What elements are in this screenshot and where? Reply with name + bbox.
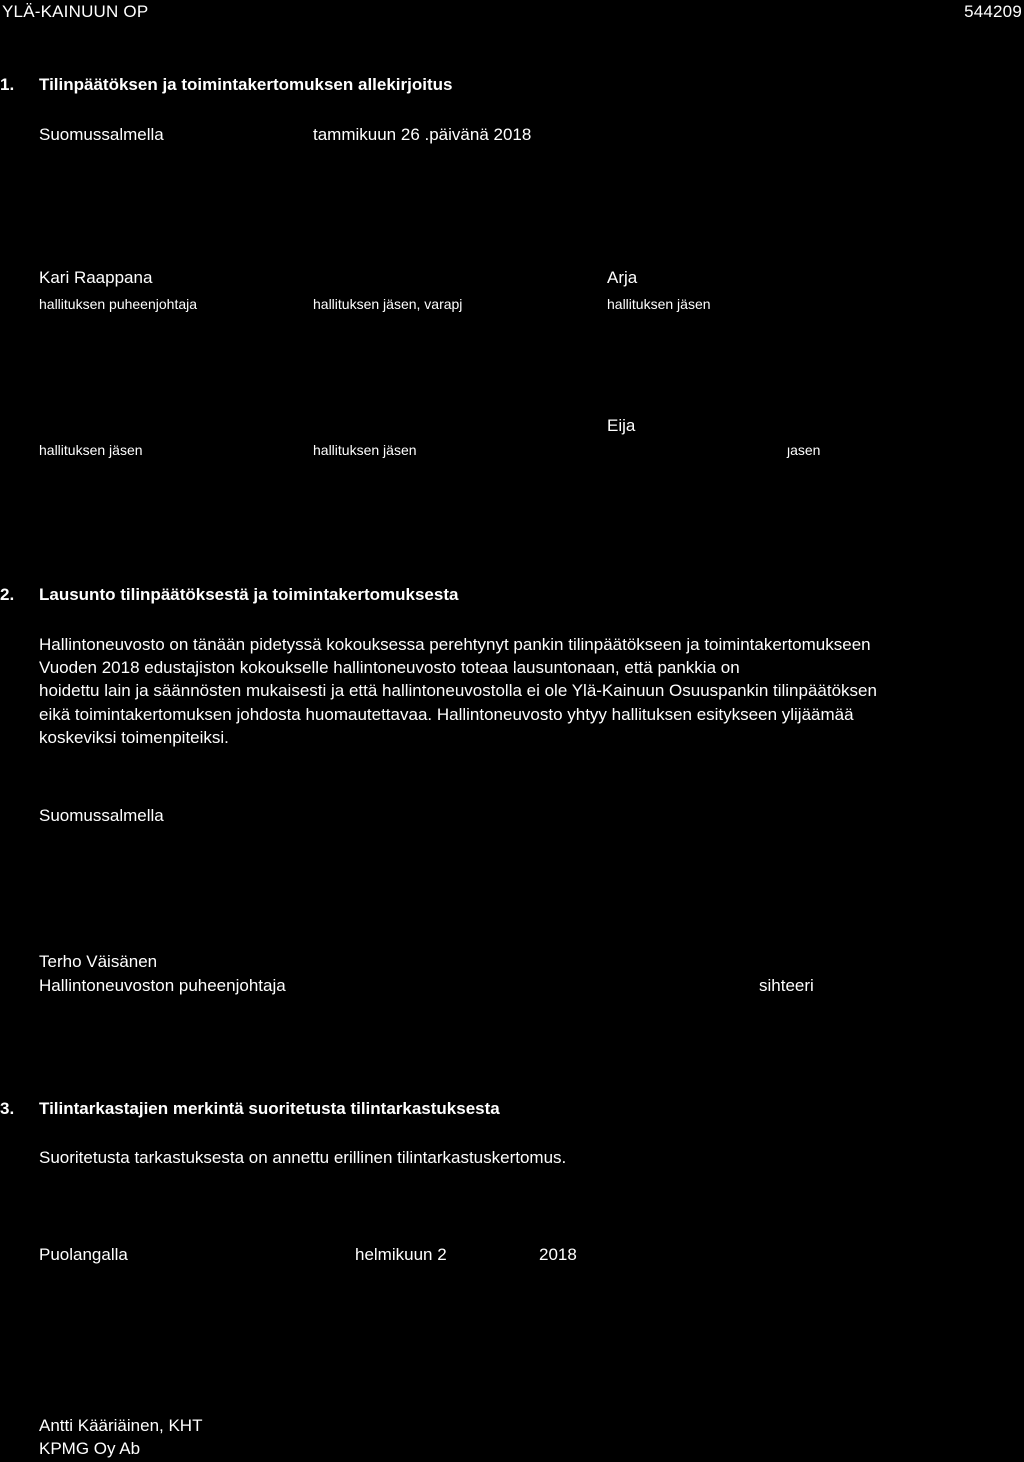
council-chair-role: Hallintoneuvoston puheenjohtaja: [39, 976, 286, 995]
section1-date: tammikuun 26 .päivänä 2018: [313, 125, 532, 144]
council-chair-name: Terho Väisänen: [39, 952, 158, 971]
paragraph-line: eikä toimintakertomuksen johdosta huomautettavaa. Hallintoneuvosto yhtyy hallituksen esitykseen ylijäämää: [39, 704, 854, 724]
signatory-name: Eija: [607, 416, 636, 435]
section3-year: 2018: [539, 1245, 577, 1264]
signatory-role: ȷasen: [787, 442, 821, 458]
section2-number: 2.: [0, 585, 15, 604]
section3-number: 3.: [0, 1099, 15, 1118]
signatory-name: Kari Raappana: [39, 268, 153, 287]
auditor-name: Antti Kääriäinen, KHT: [39, 1416, 203, 1435]
section1-place: Suomussalmella: [39, 125, 164, 144]
signatory-role: hallituksen jäsen: [607, 296, 711, 312]
statement-paragraph: [39, 633, 999, 749]
organization-header: YLÄ-KAINUUN OP: [2, 2, 149, 21]
signatory-name: Arja: [607, 268, 638, 287]
section1-number: 1.: [0, 75, 15, 94]
document-code: 544209: [964, 2, 1022, 21]
section2-place: Suomussalmella: [39, 806, 164, 825]
audit-statement: Suoritetusta tarkastuksesta on annettu erillinen tilintarkastuskertomus.: [39, 1148, 567, 1167]
section3-date: helmikuun 2: [355, 1245, 447, 1264]
signatory-role: hallituksen puheenjohtaja: [39, 296, 198, 312]
signatory-role: hallituksen jäsen: [39, 442, 143, 458]
section2-title: Lausunto tilinpäätöksestä ja toimintakertomuksesta: [39, 585, 459, 604]
section1-title: Tilinpäätöksen ja toimintakertomuksen allekirjoitus: [39, 75, 453, 94]
paragraph-line: Hallintoneuvosto on tänään pidetyssä kokouksessa perehtynyt pankin tilinpäätökseen ja toimintakertomukseen: [39, 635, 871, 654]
signatory-role: hallituksen jäsen, varapj: [313, 296, 463, 312]
paragraph-line: koskeviksi toimenpiteiksi.: [39, 727, 229, 747]
section3-title: Tilintarkastajien merkintä suoritetusta tilintarkastuksesta: [39, 1099, 500, 1118]
paragraph-line: hoidettu lain ja säännösten mukaisesti ja että hallintoneuvostolla ei ole Ylä-Kainuun Osuuspankin tilinpäätöksen: [39, 681, 877, 701]
audit-firm: KPMG Oy Ab: [39, 1439, 141, 1458]
secretary-role: sihteeri: [759, 976, 814, 995]
paragraph-line: Vuoden 2018 edustajiston kokoukselle hallintoneuvosto toteaa lausuntonaan, että pankkia on: [39, 658, 740, 678]
section3-place: Puolangalla: [39, 1245, 128, 1264]
signatory-role: hallituksen jäsen: [313, 442, 417, 458]
